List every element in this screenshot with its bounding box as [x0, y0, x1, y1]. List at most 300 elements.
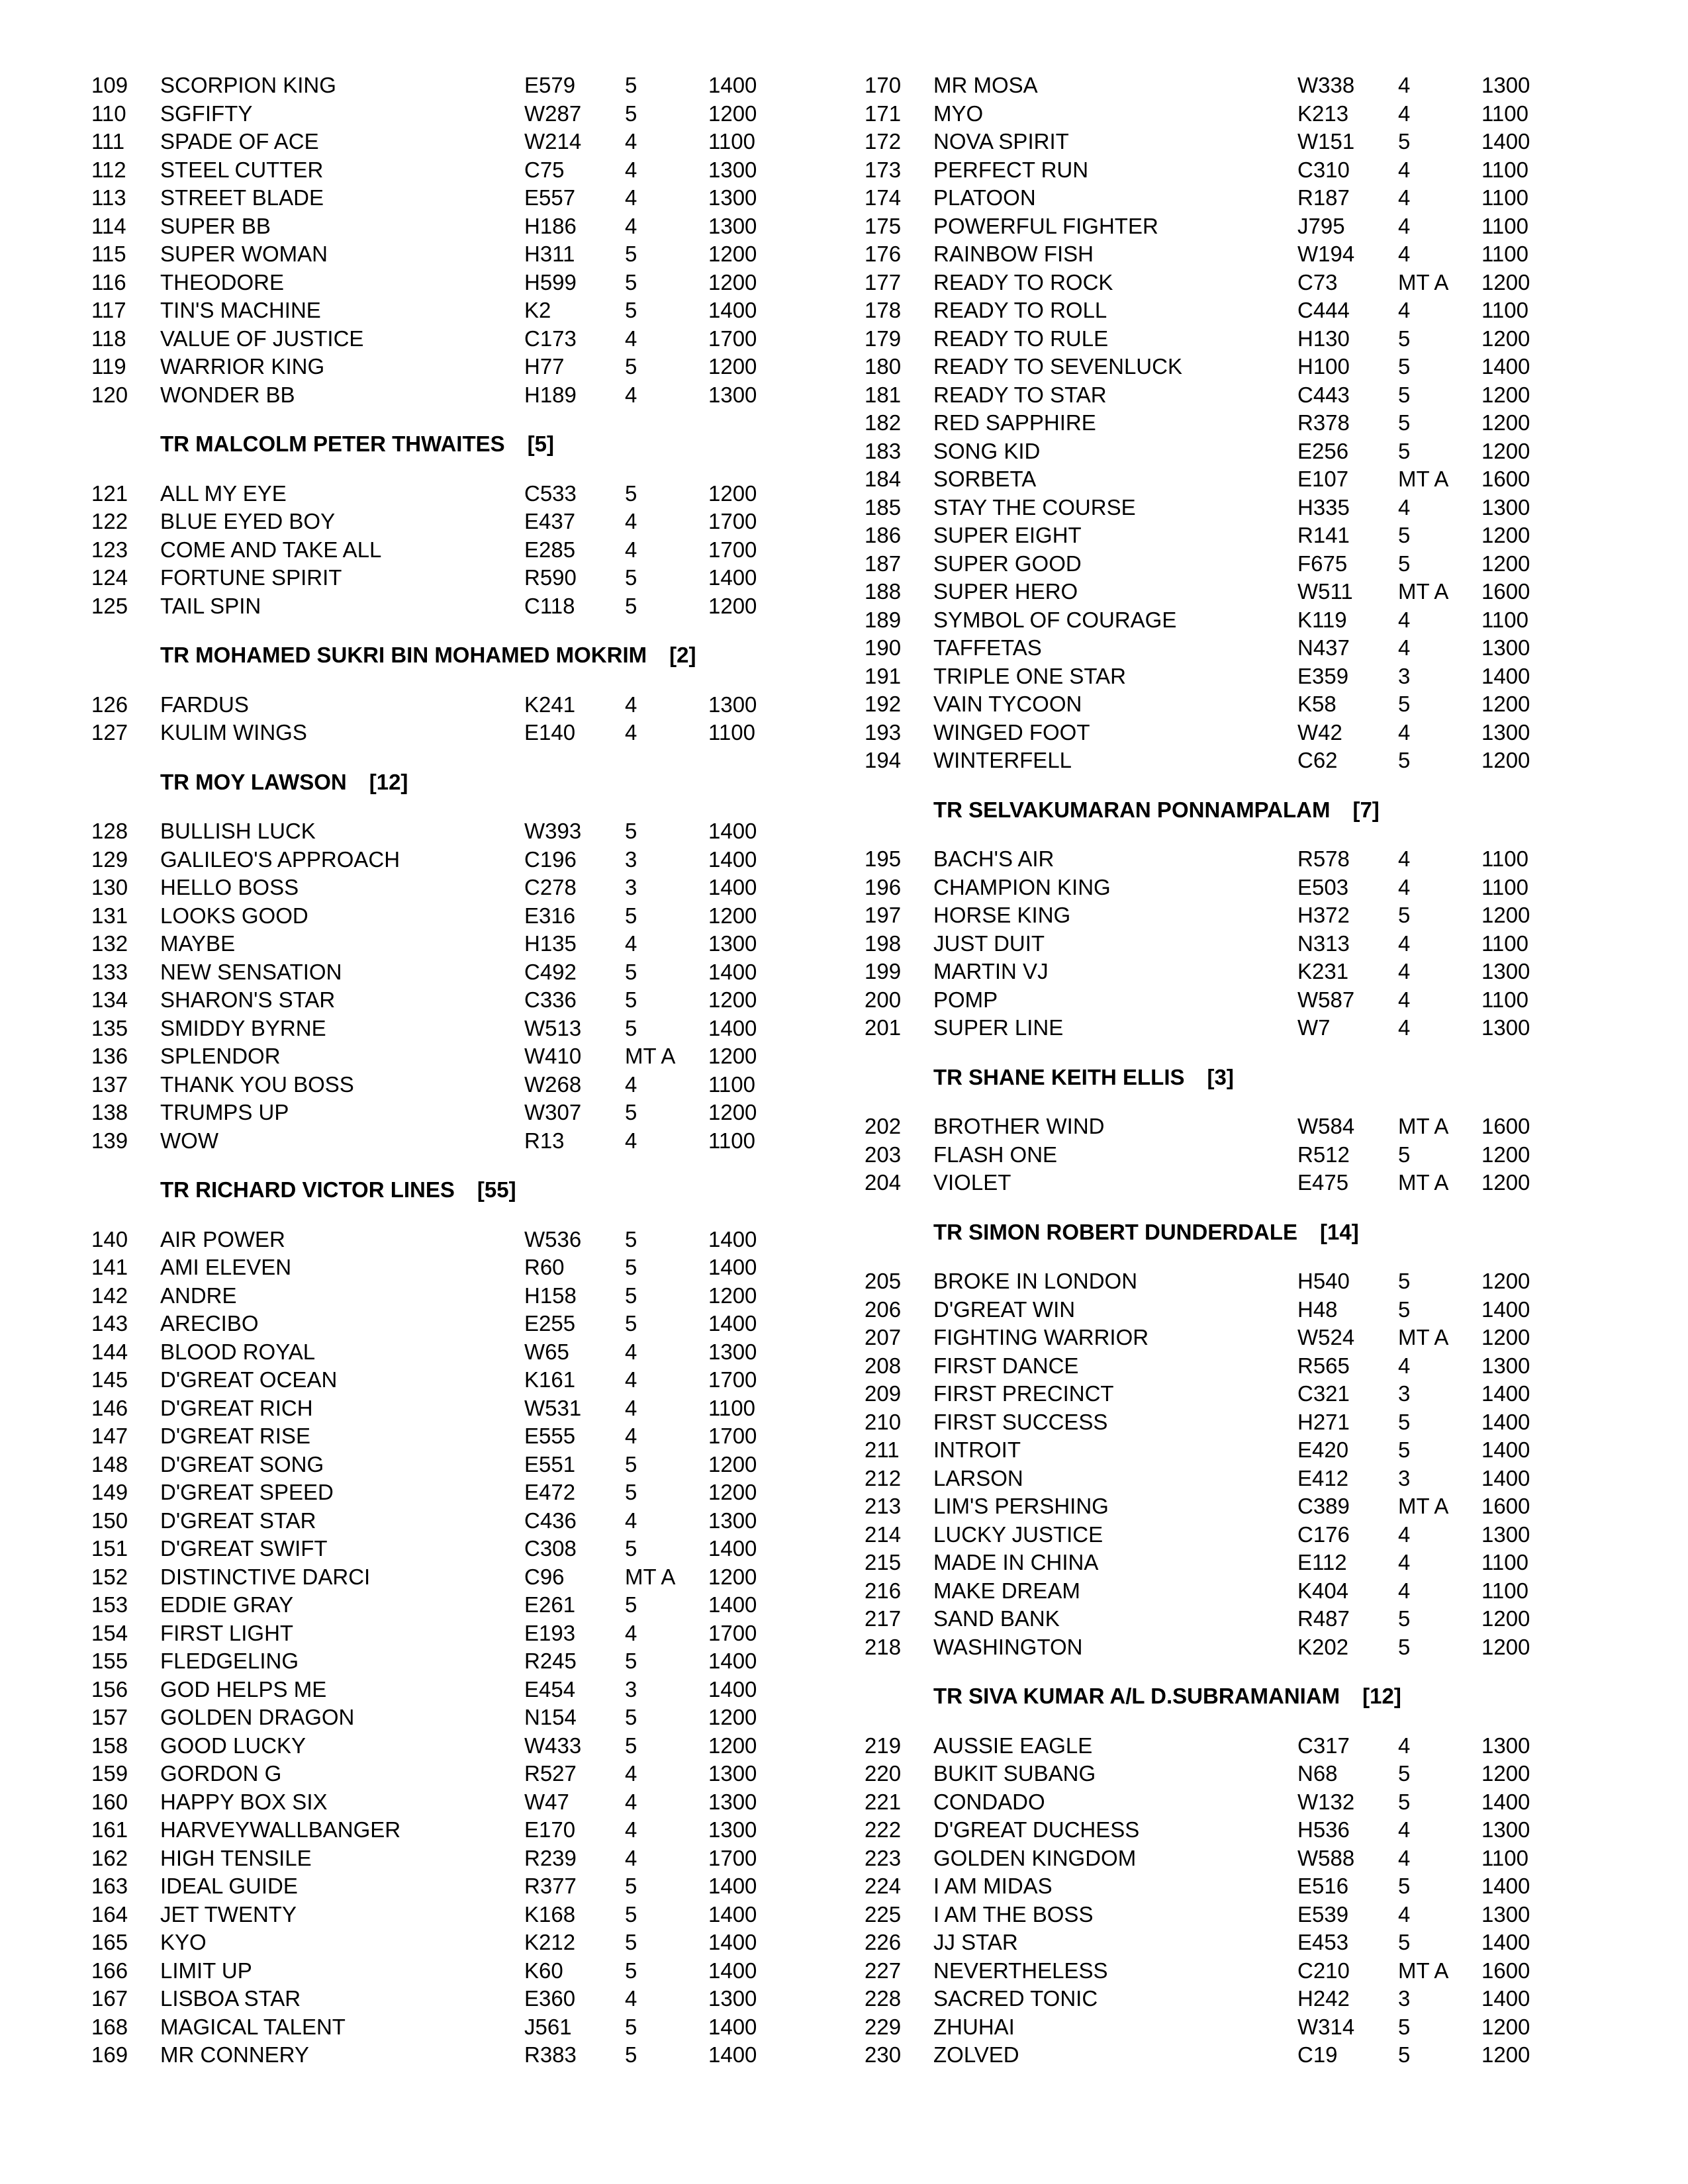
row-number: 202 — [865, 1114, 902, 1138]
race-distance: 1400 — [708, 1226, 757, 1251]
horse-rating: 5 — [1398, 438, 1411, 463]
race-distance: 1300 — [1481, 1522, 1530, 1547]
table-row — [91, 269, 757, 297]
horse-rating: 4 — [1398, 1522, 1411, 1547]
horse-rating: 4 — [625, 1508, 637, 1533]
race-distance: 1200 — [1481, 1325, 1530, 1349]
trainer-heading — [91, 1176, 753, 1205]
row-number: 113 — [91, 185, 126, 210]
table-row — [91, 71, 757, 100]
horse-rating: 3 — [1398, 663, 1411, 688]
horse-rating: 5 — [625, 1451, 637, 1477]
table-row — [865, 465, 1530, 494]
race-distance: 1300 — [708, 692, 757, 717]
horse-code: H536 — [1297, 1817, 1350, 1842]
race-distance: 1200 — [1481, 523, 1530, 547]
trainer-heading — [865, 1682, 1526, 1711]
row-number: 181 — [865, 382, 902, 407]
table-row — [865, 1985, 1530, 2013]
row-number: 163 — [91, 1874, 128, 1898]
race-distance: 1200 — [1481, 903, 1530, 927]
race-distance: 1400 — [1481, 1437, 1530, 1462]
race-distance: 1400 — [1481, 1874, 1530, 1898]
race-distance: 1400 — [1481, 1789, 1530, 1814]
horse-code: W47 — [524, 1789, 569, 1814]
row-number: 132 — [91, 931, 128, 956]
row-number: 192 — [865, 692, 902, 716]
horse-name: SUPER GOOD — [933, 551, 1082, 576]
horse-name: WASHINGTON — [933, 1634, 1083, 1659]
horse-code: E454 — [524, 1676, 576, 1702]
table-row — [865, 1169, 1530, 1197]
horse-code: W536 — [524, 1226, 582, 1251]
trainer-count: [12] — [369, 769, 408, 794]
trainer-name: TR SELVAKUMARAN PONNAMPALAM — [933, 797, 1331, 822]
horse-rating: 4 — [1398, 1817, 1411, 1842]
table-row — [91, 1816, 757, 1844]
race-distance: 1100 — [1481, 213, 1528, 238]
horse-name: SUPER LINE — [933, 1015, 1064, 1040]
horse-name: SAND BANK — [933, 1606, 1060, 1631]
table-row — [865, 930, 1526, 958]
table-row — [91, 1901, 757, 1929]
race-distance: 1100 — [708, 129, 755, 154]
table-row — [865, 296, 1526, 325]
horse-rating: 4 — [1398, 242, 1411, 266]
horse-name: MAGICAL TALENT — [160, 2014, 346, 2039]
horse-rating: 4 — [625, 1986, 637, 2011]
row-number: 137 — [91, 1071, 128, 1097]
row-number: 216 — [865, 1578, 902, 1603]
horse-rating: 4 — [1398, 1901, 1411, 1927]
race-distance: 1300 — [708, 213, 757, 238]
horse-name: KULIM WINGS — [160, 720, 307, 745]
horse-name: AIR POWER — [160, 1226, 285, 1251]
row-number: 195 — [865, 846, 902, 871]
horse-code: C278 — [524, 875, 577, 899]
trainer-name: TR MALCOLM PETER THWAITES — [160, 432, 505, 456]
horse-rating: 5 — [625, 819, 637, 843]
table-row — [91, 100, 757, 128]
horse-rating: 4 — [1398, 987, 1411, 1012]
horse-code: C436 — [524, 1508, 577, 1533]
table-row — [91, 1619, 757, 1648]
table-row — [865, 1296, 1530, 1324]
row-number: 148 — [91, 1451, 128, 1477]
table-row — [865, 901, 1530, 930]
horse-code: H271 — [1297, 1409, 1350, 1434]
row-number: 138 — [91, 1100, 128, 1124]
section-spacer — [91, 747, 753, 768]
table-row — [865, 1436, 1530, 1465]
horse-code: K161 — [524, 1367, 576, 1392]
horse-rating: 5 — [1398, 748, 1411, 772]
table-row — [865, 719, 1530, 747]
section-spacer — [865, 1661, 1526, 1682]
row-number: 177 — [865, 269, 902, 295]
row-number: 208 — [865, 1353, 902, 1378]
horse-name: BROTHER WIND — [933, 1114, 1105, 1138]
race-distance: 1200 — [1481, 2042, 1530, 2067]
horse-name: D'GREAT WIN — [933, 1297, 1076, 1322]
trainer-heading — [865, 1218, 1526, 1247]
horse-code: C210 — [1297, 1958, 1350, 1983]
horse-name: ZHUHAI — [933, 2014, 1015, 2039]
horse-code: W587 — [1297, 987, 1355, 1012]
horse-rating: 4 — [1398, 213, 1411, 238]
horse-rating: 5 — [1398, 1297, 1411, 1322]
horse-rating: 4 — [625, 1071, 637, 1097]
table-row — [865, 874, 1526, 902]
table-row — [91, 536, 757, 565]
row-number: 194 — [865, 748, 902, 772]
horse-code: R512 — [1297, 1142, 1350, 1167]
race-distance: 1200 — [708, 1733, 757, 1758]
horse-rating: 4 — [1398, 298, 1411, 322]
horse-code: H372 — [1297, 903, 1350, 927]
horse-code: W268 — [524, 1071, 582, 1097]
horse-code: R187 — [1297, 185, 1350, 210]
horse-rating: 5 — [1398, 382, 1411, 407]
horse-code: C389 — [1297, 1494, 1350, 1518]
table-row — [91, 156, 757, 185]
horse-code: W393 — [524, 819, 582, 843]
horse-rating: 4 — [625, 509, 637, 533]
table-row — [865, 353, 1530, 381]
horse-code: W42 — [1297, 719, 1342, 745]
horse-name: JET TWENTY — [160, 1901, 297, 1927]
horse-code: C176 — [1297, 1522, 1350, 1547]
horse-rating: 4 — [1398, 1733, 1411, 1758]
section-spacer — [865, 1042, 1526, 1064]
horse-name: POMP — [933, 987, 998, 1012]
row-number: 118 — [91, 326, 126, 351]
horse-code: E453 — [1297, 1930, 1349, 1954]
row-number: 226 — [865, 1930, 902, 1954]
race-distance: 1400 — [708, 819, 757, 843]
horse-rating: 4 — [625, 720, 637, 745]
row-number: 139 — [91, 1128, 128, 1153]
horse-name: FLASH ONE — [933, 1142, 1058, 1167]
horse-rating: 5 — [625, 593, 637, 618]
section-spacer — [865, 775, 1526, 796]
horse-rating: 5 — [625, 1874, 637, 1898]
horse-rating: 5 — [1398, 129, 1411, 154]
horse-name: MR MOSA — [933, 73, 1038, 97]
horse-rating: 5 — [625, 2042, 637, 2067]
table-row — [91, 1957, 757, 1985]
table-row — [865, 2041, 1530, 2070]
horse-code: E285 — [524, 537, 576, 562]
row-number: 211 — [865, 1437, 900, 1462]
horse-name: JUST DUIT — [933, 931, 1045, 956]
table-row — [91, 930, 757, 958]
row-number: 143 — [91, 1311, 128, 1336]
horse-rating: 4 — [1398, 719, 1411, 745]
row-number: 141 — [91, 1255, 128, 1279]
table-row — [91, 817, 757, 846]
horse-rating: 5 — [1398, 326, 1411, 351]
horse-rating: 5 — [1398, 2014, 1411, 2039]
horse-code: C62 — [1297, 748, 1338, 772]
horse-rating: 4 — [625, 1128, 637, 1153]
horse-name: DISTINCTIVE DARCI — [160, 1564, 371, 1589]
race-distance: 1700 — [708, 537, 757, 562]
table-row — [91, 1591, 757, 1619]
horse-name: VIOLET — [933, 1170, 1011, 1195]
section-spacer — [91, 409, 753, 430]
trainer-heading — [91, 641, 753, 670]
table-row — [91, 1929, 757, 1957]
horse-code: C173 — [524, 326, 577, 351]
race-distance: 1400 — [1481, 1465, 1530, 1490]
right-column — [865, 71, 1530, 2070]
table-row — [865, 1014, 1530, 1042]
trainer-count: [3] — [1207, 1064, 1234, 1089]
race-distance: 1200 — [708, 1100, 757, 1124]
table-row — [91, 1310, 757, 1338]
horse-name: HIGH TENSILE — [160, 1845, 312, 1870]
horse-rating: 5 — [1398, 1437, 1411, 1462]
trainer-name: TR RICHARD VICTOR LINES — [160, 1177, 455, 1202]
race-distance: 1300 — [1481, 1901, 1530, 1927]
race-distance: 1100 — [1481, 298, 1528, 322]
table-row — [865, 2013, 1530, 2042]
row-number: 210 — [865, 1409, 902, 1434]
horse-rating: 4 — [625, 185, 637, 210]
horse-name: SGFIFTY — [160, 101, 253, 126]
horse-rating: 5 — [625, 269, 637, 295]
horse-code: E255 — [524, 1311, 576, 1336]
race-distance: 1200 — [1481, 748, 1530, 772]
horse-rating: MT A — [1398, 1114, 1449, 1138]
table-row — [91, 325, 757, 353]
horse-code: E193 — [524, 1620, 576, 1645]
race-distance: 1200 — [1481, 551, 1530, 576]
horse-rating: 4 — [625, 1424, 637, 1448]
trainer-count: [5] — [527, 432, 554, 456]
trainer-count: [14] — [1320, 1219, 1359, 1244]
horse-rating: 5 — [625, 1536, 637, 1561]
horse-rating: 5 — [1398, 1606, 1411, 1631]
section-spacer — [91, 796, 753, 817]
horse-rating: 4 — [1398, 874, 1411, 899]
row-number: 124 — [91, 565, 128, 590]
horse-rating: 4 — [625, 1761, 637, 1786]
horse-rating: 5 — [625, 987, 637, 1012]
race-distance: 1200 — [708, 1564, 757, 1589]
race-distance: 1300 — [1481, 1353, 1530, 1378]
row-number: 126 — [91, 692, 128, 717]
race-distance: 1400 — [708, 565, 757, 590]
row-number: 230 — [865, 2042, 902, 2067]
table-row — [865, 184, 1526, 212]
row-number: 225 — [865, 1901, 902, 1927]
horse-code: W584 — [1297, 1114, 1355, 1138]
horse-rating: 5 — [625, 1480, 637, 1504]
table-row — [865, 1267, 1530, 1296]
table-row — [91, 1872, 757, 1901]
horse-rating: 5 — [625, 1311, 637, 1336]
race-distance: 1600 — [1481, 1114, 1530, 1138]
table-row — [91, 1732, 757, 1760]
race-distance: 1200 — [1481, 1269, 1530, 1293]
horse-code: E551 — [524, 1451, 576, 1477]
horse-rating: 5 — [625, 1705, 637, 1729]
row-number: 176 — [865, 242, 902, 266]
horse-code: R565 — [1297, 1353, 1350, 1378]
row-number: 199 — [865, 959, 902, 983]
horse-rating: 5 — [1398, 1409, 1411, 1434]
horse-name: HORSE KING — [933, 903, 1071, 927]
horse-rating: 5 — [1398, 551, 1411, 576]
horse-name: LISBOA STAR — [160, 1986, 301, 2011]
horse-code: K119 — [1297, 607, 1347, 632]
race-distance: 1400 — [1481, 1930, 1530, 1954]
horse-code: F675 — [1297, 551, 1348, 576]
horse-name: BACH'S AIR — [933, 846, 1055, 871]
race-distance: 1400 — [1481, 354, 1530, 379]
horse-code: R377 — [524, 1874, 577, 1898]
horse-name: HARVEYWALLBANGER — [160, 1817, 401, 1842]
row-number: 155 — [91, 1649, 128, 1673]
row-number: 206 — [865, 1297, 902, 1322]
race-distance: 1400 — [708, 1901, 757, 1927]
horse-name: GOLDEN KINGDOM — [933, 1845, 1137, 1870]
row-number: 131 — [91, 903, 128, 928]
row-number: 193 — [865, 719, 902, 745]
race-distance: 1400 — [1481, 1986, 1530, 2011]
horse-name: D'GREAT RICH — [160, 1395, 313, 1420]
section-spacer — [865, 1246, 1526, 1267]
horse-rating: 3 — [1398, 1465, 1411, 1490]
horse-name: SUPER HERO — [933, 579, 1078, 604]
horse-rating: 4 — [625, 1845, 637, 1870]
horse-name: ANDRE — [160, 1283, 237, 1308]
horse-code: W214 — [524, 129, 582, 154]
horse-name: INTROIT — [933, 1437, 1021, 1462]
horse-rating: 4 — [625, 537, 637, 562]
horse-name: SPLENDOR — [160, 1044, 281, 1068]
horse-rating: 5 — [625, 480, 637, 506]
section-spacer — [91, 620, 753, 641]
row-number: 114 — [91, 213, 126, 238]
race-distance: 1700 — [708, 1845, 757, 1870]
race-distance: 1200 — [708, 1044, 757, 1068]
horse-name: D'GREAT SONG — [160, 1451, 324, 1477]
horse-name: GOD HELPS ME — [160, 1676, 327, 1702]
row-number: 165 — [91, 1930, 128, 1954]
horse-code: W314 — [1297, 2014, 1355, 2039]
horse-code: R245 — [524, 1649, 577, 1673]
table-row — [91, 184, 757, 212]
table-row — [865, 240, 1526, 269]
horse-name: BLOOD ROYAL — [160, 1339, 316, 1364]
row-number: 122 — [91, 509, 128, 533]
table-row — [91, 1760, 757, 1788]
row-number: 207 — [865, 1325, 902, 1349]
horse-code: C321 — [1297, 1381, 1350, 1406]
table-row — [91, 1226, 757, 1254]
horse-name: RED SAPPHIRE — [933, 410, 1096, 435]
race-distance: 1700 — [708, 1424, 757, 1448]
race-distance: 1400 — [708, 846, 757, 872]
horse-code: C73 — [1297, 269, 1338, 295]
horse-code: E112 — [1297, 1550, 1347, 1574]
row-number: 134 — [91, 987, 128, 1012]
race-distance: 1200 — [708, 101, 757, 126]
horse-code: R239 — [524, 1845, 577, 1870]
horse-name: SUPER WOMAN — [160, 242, 328, 266]
race-distance: 1400 — [708, 1958, 757, 1983]
row-number: 191 — [865, 663, 902, 688]
race-distance: 1200 — [708, 1451, 757, 1477]
horse-code: J561 — [524, 2014, 572, 2039]
horse-code: H135 — [524, 931, 577, 956]
horse-code: K60 — [524, 1958, 563, 1983]
row-number: 218 — [865, 1634, 902, 1659]
horse-rating: 4 — [1398, 846, 1411, 871]
horse-name: STREET BLADE — [160, 185, 324, 210]
table-row — [865, 1380, 1530, 1408]
horse-code: W287 — [524, 101, 582, 126]
table-row — [91, 128, 753, 156]
race-distance: 1400 — [708, 1676, 757, 1702]
race-distance: 1100 — [1481, 1578, 1528, 1603]
race-distance: 1400 — [708, 875, 757, 899]
horse-rating: 4 — [1398, 1845, 1411, 1870]
horse-rating: 4 — [1398, 185, 1411, 210]
horse-rating: 5 — [625, 298, 637, 322]
race-distance: 1400 — [708, 1930, 757, 1954]
horse-code: C492 — [524, 959, 577, 984]
horse-name: FIRST PRECINCT — [933, 1381, 1114, 1406]
horse-code: H158 — [524, 1283, 577, 1308]
row-number: 217 — [865, 1606, 902, 1631]
horse-rating: 5 — [625, 1930, 637, 1954]
table-row — [865, 1788, 1530, 1817]
horse-rating: 5 — [1398, 1142, 1411, 1167]
table-row — [865, 1633, 1530, 1662]
race-distance: 1100 — [708, 1071, 755, 1097]
horse-rating: 4 — [625, 157, 637, 182]
race-distance: 1300 — [1481, 959, 1530, 983]
horse-name: PERFECT RUN — [933, 157, 1089, 182]
horse-code: W433 — [524, 1733, 582, 1758]
race-distance: 1200 — [1481, 269, 1530, 295]
trainer-name: TR MOHAMED SUKRI BIN MOHAMED MOKRIM — [160, 643, 647, 667]
race-distance: 1100 — [708, 720, 755, 745]
table-row — [865, 1549, 1526, 1577]
horse-name: SPADE OF ACE — [160, 129, 319, 154]
table-row — [91, 1451, 757, 1479]
race-distance: 1200 — [708, 1705, 757, 1729]
horse-name: TIN'S MACHINE — [160, 298, 321, 322]
horse-code: C96 — [524, 1564, 565, 1589]
horse-name: GALILEO'S APPROACH — [160, 846, 400, 872]
section-spacer — [91, 1155, 753, 1176]
horse-name: AMI ELEVEN — [160, 1255, 292, 1279]
horse-rating: MT A — [1398, 579, 1449, 604]
table-row — [865, 1465, 1530, 1493]
horse-rating: 4 — [1398, 635, 1411, 660]
horse-name: D'GREAT OCEAN — [160, 1367, 338, 1392]
race-distance: 1200 — [708, 987, 757, 1012]
row-number: 151 — [91, 1536, 128, 1561]
horse-name: SACRED TONIC — [933, 1986, 1098, 2011]
table-row — [865, 1113, 1530, 1141]
horse-rating: 5 — [625, 1901, 637, 1927]
